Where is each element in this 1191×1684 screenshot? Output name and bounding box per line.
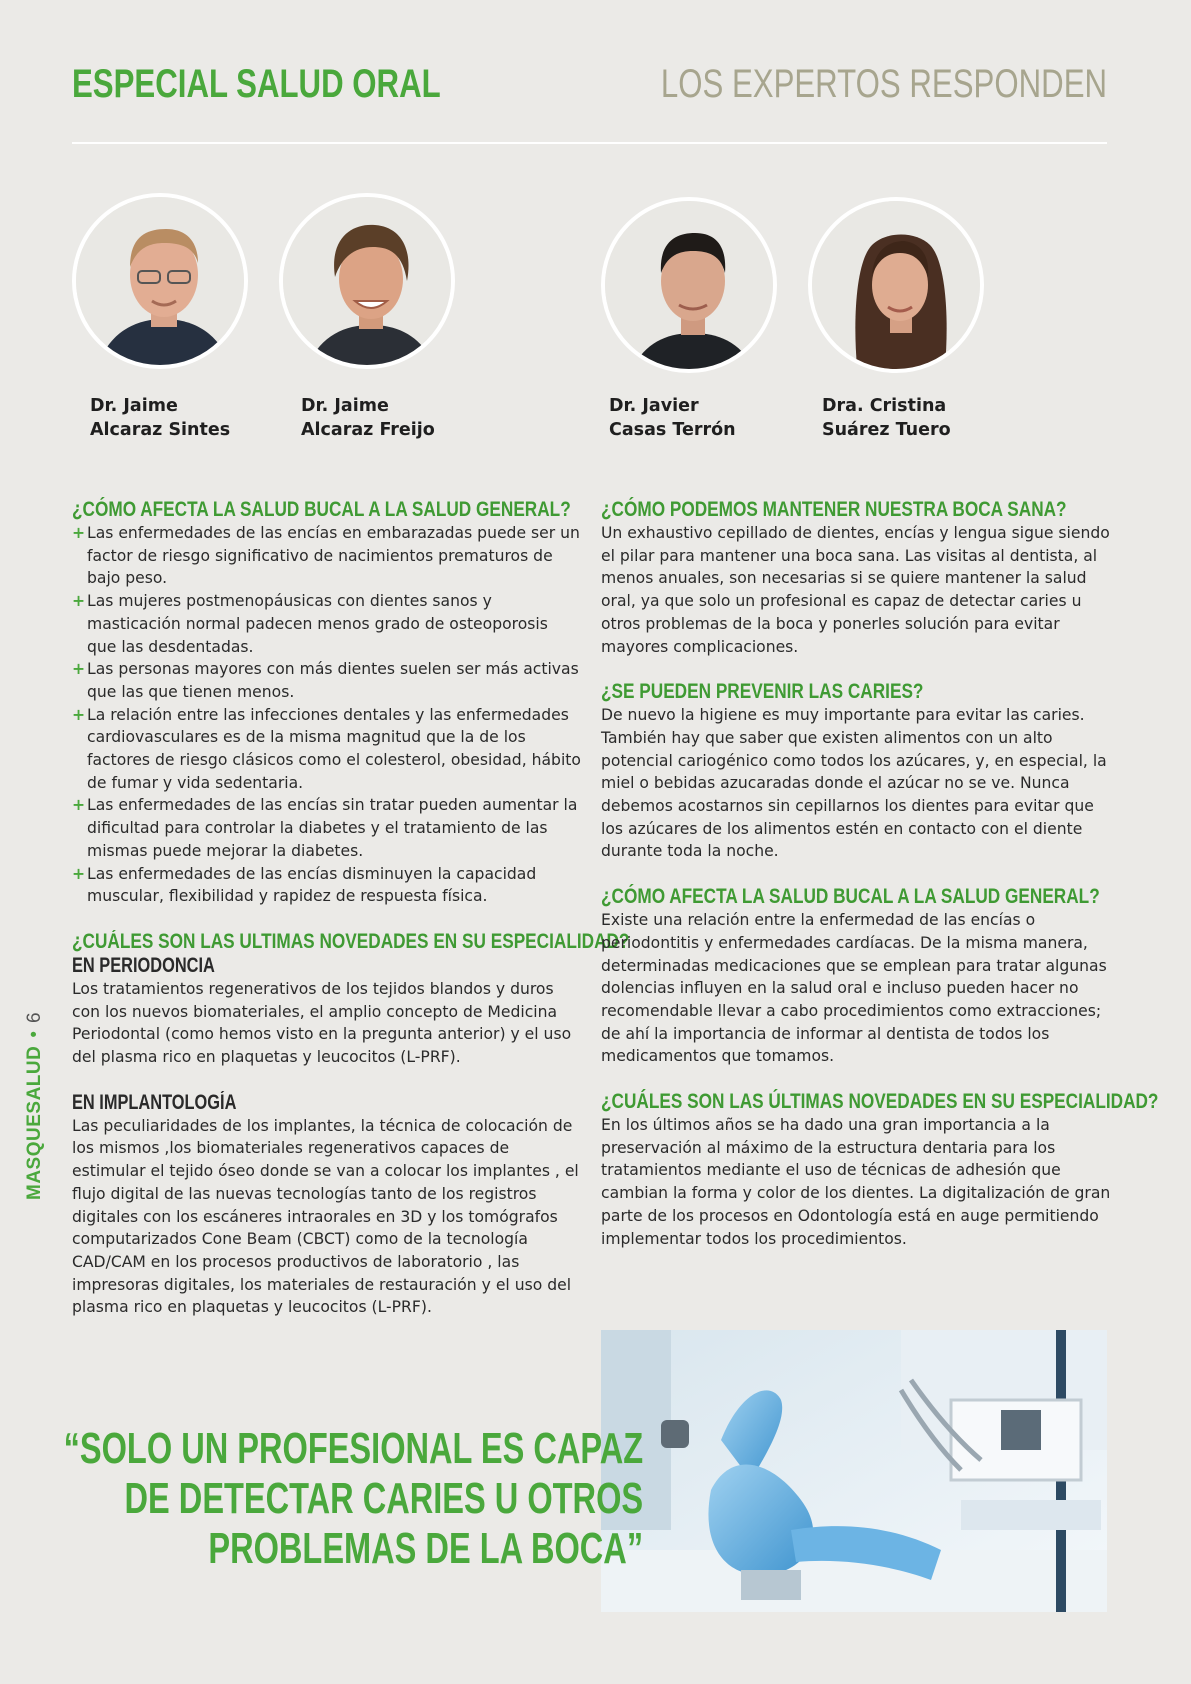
- subheading-periodoncia: EN PERIODONCIA: [72, 953, 215, 977]
- list-item: + Las personas mayores con más dientes suelen ser más activas que las que tienen menos.: [72, 658, 582, 703]
- question-heading: ¿SE PUEDEN PREVENIR LAS CARIES?: [601, 680, 924, 704]
- section-title: ESPECIAL SALUD ORAL: [72, 62, 441, 106]
- question-heading: ¿CÓMO AFECTA LA SALUD BUCAL A LA SALUD GENERAL?: [72, 498, 571, 521]
- header-divider: [72, 142, 1107, 144]
- footer-brand: [24, 1012, 46, 1200]
- right-column: [601, 498, 1159, 1250]
- bullet-list: [72, 522, 582, 908]
- separator-dot: •: [24, 1031, 45, 1038]
- brand-name: MASQUESALUD: [24, 1045, 45, 1200]
- dental-clinic-photo: [601, 1330, 1107, 1612]
- list-item: + Las enfermedades de las encías en embarazadas puede ser un factor de riesgo significativo de nacimientos prematuros de bajo peso.: [72, 522, 582, 590]
- list-item: + Las enfermedades de las encías sin tratar pueden aumentar la dificultad para controlar la diabetes y el tratamiento de las mismas puede mejorar la diabetes.: [72, 794, 582, 862]
- expert-name-1: Dr. Jaime Alcaraz Sintes: [90, 396, 231, 440]
- question-heading: ¿CUÁLES SON LAS ULTIMAS NOVEDADES EN SU ESPECIALIDAD?: [72, 929, 630, 953]
- list-item: + La relación entre las infecciones dentales y las enfermedades cardiovasculares es de la misma magnitud que la de los factores de riesgo clásicos como el colesterol, obesidad, hábito de fumar y vida sedentaria.: [72, 704, 582, 795]
- page-title: LOS EXPERTOS RESPONDEN: [660, 62, 1107, 106]
- expert-name-2: Dr. Jaime Alcaraz Freijo: [301, 396, 435, 440]
- question-heading: ¿CUÁLES SON LAS ÚLTIMAS NOVEDADES EN SU ESPECIALIDAD?: [601, 1090, 1159, 1114]
- list-item: + Las mujeres postmenopáusicas con dientes sanos y masticación normal padecen menos grado de osteoporosis que las desdentadas.: [72, 590, 582, 658]
- page-number: 6: [24, 1012, 45, 1023]
- avatar-expert-4: [808, 197, 984, 373]
- avatar-expert-2: [279, 193, 455, 369]
- paragraph: En los últimos años se ha dado una gran importancia a la preservación al máximo de la estructura dentaria para los tratamientos mediante el uso de técnicas de adhesión que cambian la forma y color de los dientes. La digitalización de gran parte de los procesos en Odontología está en auge permitiendo implementar todos los procedimientos.: [601, 1116, 1111, 1248]
- avatar-expert-3: [601, 197, 777, 373]
- avatar-expert-1: [72, 193, 248, 369]
- expert-name-3: Dr. Javier Casas Terrón: [609, 396, 736, 440]
- question-heading: ¿CÓMO PODEMOS MANTENER NUESTRA BOCA SANA?: [601, 498, 1067, 521]
- question-heading: ¿CÓMO AFECTA LA SALUD BUCAL A LA SALUD GENERAL?: [601, 885, 1100, 909]
- left-column: [72, 498, 630, 1319]
- list-item: + Las enfermedades de las encías disminuyen la capacidad muscular, flexibilidad y rapidez de respuesta física.: [72, 863, 582, 908]
- paragraph: De nuevo la higiene es muy importante para evitar las caries. También hay que saber que existen alimentos con un alto potencial cariogénico como todos los azúcares, y, en especial, la miel o bebidas azucaradas donde el azúcar no se ve. Nunca debemos acostarnos sin cepillarnos los dientes para evitar que los azúcares de los alimentos estén en contacto con el diente durante toda la noche.: [601, 706, 1107, 861]
- pull-quote: “SOLO UN PROFESIONAL ES CAPAZ DE DETECTAR CARIES U OTROS PROBLEMAS DE LA BOCA”: [63, 1424, 644, 1573]
- paragraph: Un exhaustivo cepillado de dientes, encías y lengua sigue siendo el pilar para mantener una boca sana. Las visitas al dentista, al menos anuales, son necesarias si se quiere mantener la salud oral, ya que solo un profesional es capaz de detectar caries u otros problemas de la boca y ponerles solución para evitar mayores complicaciones.: [601, 524, 1110, 656]
- paragraph-periodoncia: Los tratamientos regenerativos de los tejidos blandos y duros con los nuevos biomateriales, el amplio concepto de Medicina Periodontal (como hemos visto en la pregunta anterior) y el uso del plasma rico en plaquetas y leucocitos (L-PRF).: [72, 979, 572, 1067]
- expert-name-4: Dra. Cristina Suárez Tuero: [822, 396, 951, 440]
- subheading-implantologia: EN IMPLANTOLOGÍA: [72, 1090, 237, 1114]
- paragraph-implantologia: Las peculiaridades de los implantes, la técnica de colocación de los mismos ,los biomateriales regenerativos capaces de estimular el tejido óseo donde se van a colocar los implantes , el flujo digital de las nuevas tecnologías tanto de los registros digitales con los escáneres intraorales en 3D y los tomógrafos computarizados Cone Beam (CBCT) como de la tecnología CAD/CAM en los procesos productivos de laboratorio , las impresoras digitales, los materiales de restauración y el uso del plasma rico en plaquetas y leucocitos (L-PRF).: [72, 1116, 579, 1317]
- paragraph: Existe una relación entre la enfermedad de las encías o periodontitis y enfermedades cardíacas. De la misma manera, determinadas medicaciones que se emplean para tratar algunas dolencias influyen en la salud oral e incluso pueden hacer no recomendable llevar a cabo procedimientos como extracciones; de ahí la importancia de informar al dentista de todos los medicamentos que tomamos.: [601, 911, 1107, 1066]
